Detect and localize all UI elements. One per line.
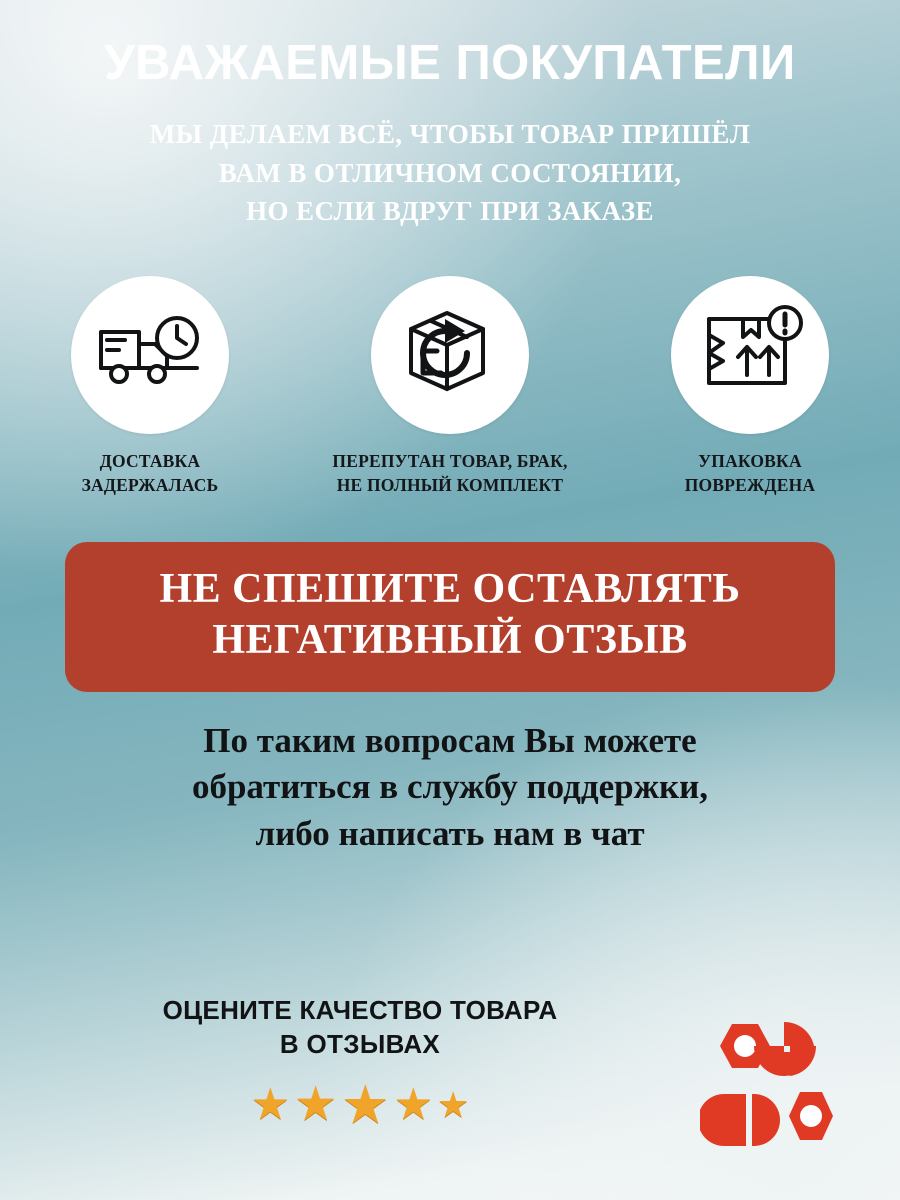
issue-caption [332,450,567,497]
delivery-truck-clock-icon [95,310,205,401]
footer [0,994,900,1164]
issue-caption-line: ПОВРЕЖДЕНА [684,475,816,496]
star-icon: ★ [250,1079,291,1129]
icon-badge [671,276,829,434]
warning-banner-line-1: НЕ СПЕШИТЕ ОСТАВЛЯТЬ [159,565,741,612]
star-rating [80,1074,640,1135]
support-line-2: обратиться в службу поддержки, [191,767,709,807]
icon-badge [371,276,529,434]
issue-caption-line: НЕ ПОЛНЫЙ КОМПЛЕКТ [336,475,564,496]
subheading [80,115,820,230]
subheading-line-3: НО ЕСЛИ ВДРУГ ПРИ ЗАКАЗЕ [246,196,654,227]
issue-caption [82,450,219,497]
subheading-line-1: МЫ ДЕЛАЕМ ВСЁ, ЧТОБЫ ТОВАР ПРИШЁЛ [149,119,751,150]
issue-icon-row [0,276,900,497]
issue-item-wrong-or-defective [300,276,600,497]
star-icon: ★ [294,1077,338,1131]
issue-item-damaged-packaging [600,276,900,497]
rating-call-to-action [80,994,640,1135]
page-title: УВАЖАЕМЫЕ ПОКУПАТЕЛИ [104,36,796,90]
issue-caption-line: ДОСТАВКА [99,451,201,472]
rating-line-2: В ОТЗЫВАХ [279,1028,441,1059]
issue-item-delivery-delayed [0,276,300,497]
issue-caption-line: ЗАДЕРЖАЛАСЬ [81,475,219,496]
issue-caption [685,450,816,497]
issue-caption-line: УПАКОВКА [698,451,802,472]
star-icon: ★ [341,1074,390,1135]
support-line-3: либо написать нам в чат [255,813,645,853]
star-icon: ★ [393,1079,434,1129]
bolt-nut-logo [700,1016,840,1156]
damaged-package-icon [697,305,803,406]
icon-badge [71,276,229,434]
support-line-1: По таким вопросам Вы можете [203,721,697,761]
rating-line-1: ОЦЕНИТЕ КАЧЕСТВО ТОВАРА [162,995,558,1025]
box-return-arrow-icon [397,303,503,408]
warning-banner-line-2: НЕГАТИВНЫЙ ОТЗЫВ [212,616,688,663]
support-message [50,718,850,857]
warning-banner [65,542,835,692]
issue-caption-line: ПЕРЕПУТАН ТОВАР, БРАК, [332,451,568,472]
subheading-line-2: ВАМ В ОТЛИЧНОМ СОСТОЯНИИ, [218,157,682,188]
star-icon: ★ [437,1083,470,1125]
